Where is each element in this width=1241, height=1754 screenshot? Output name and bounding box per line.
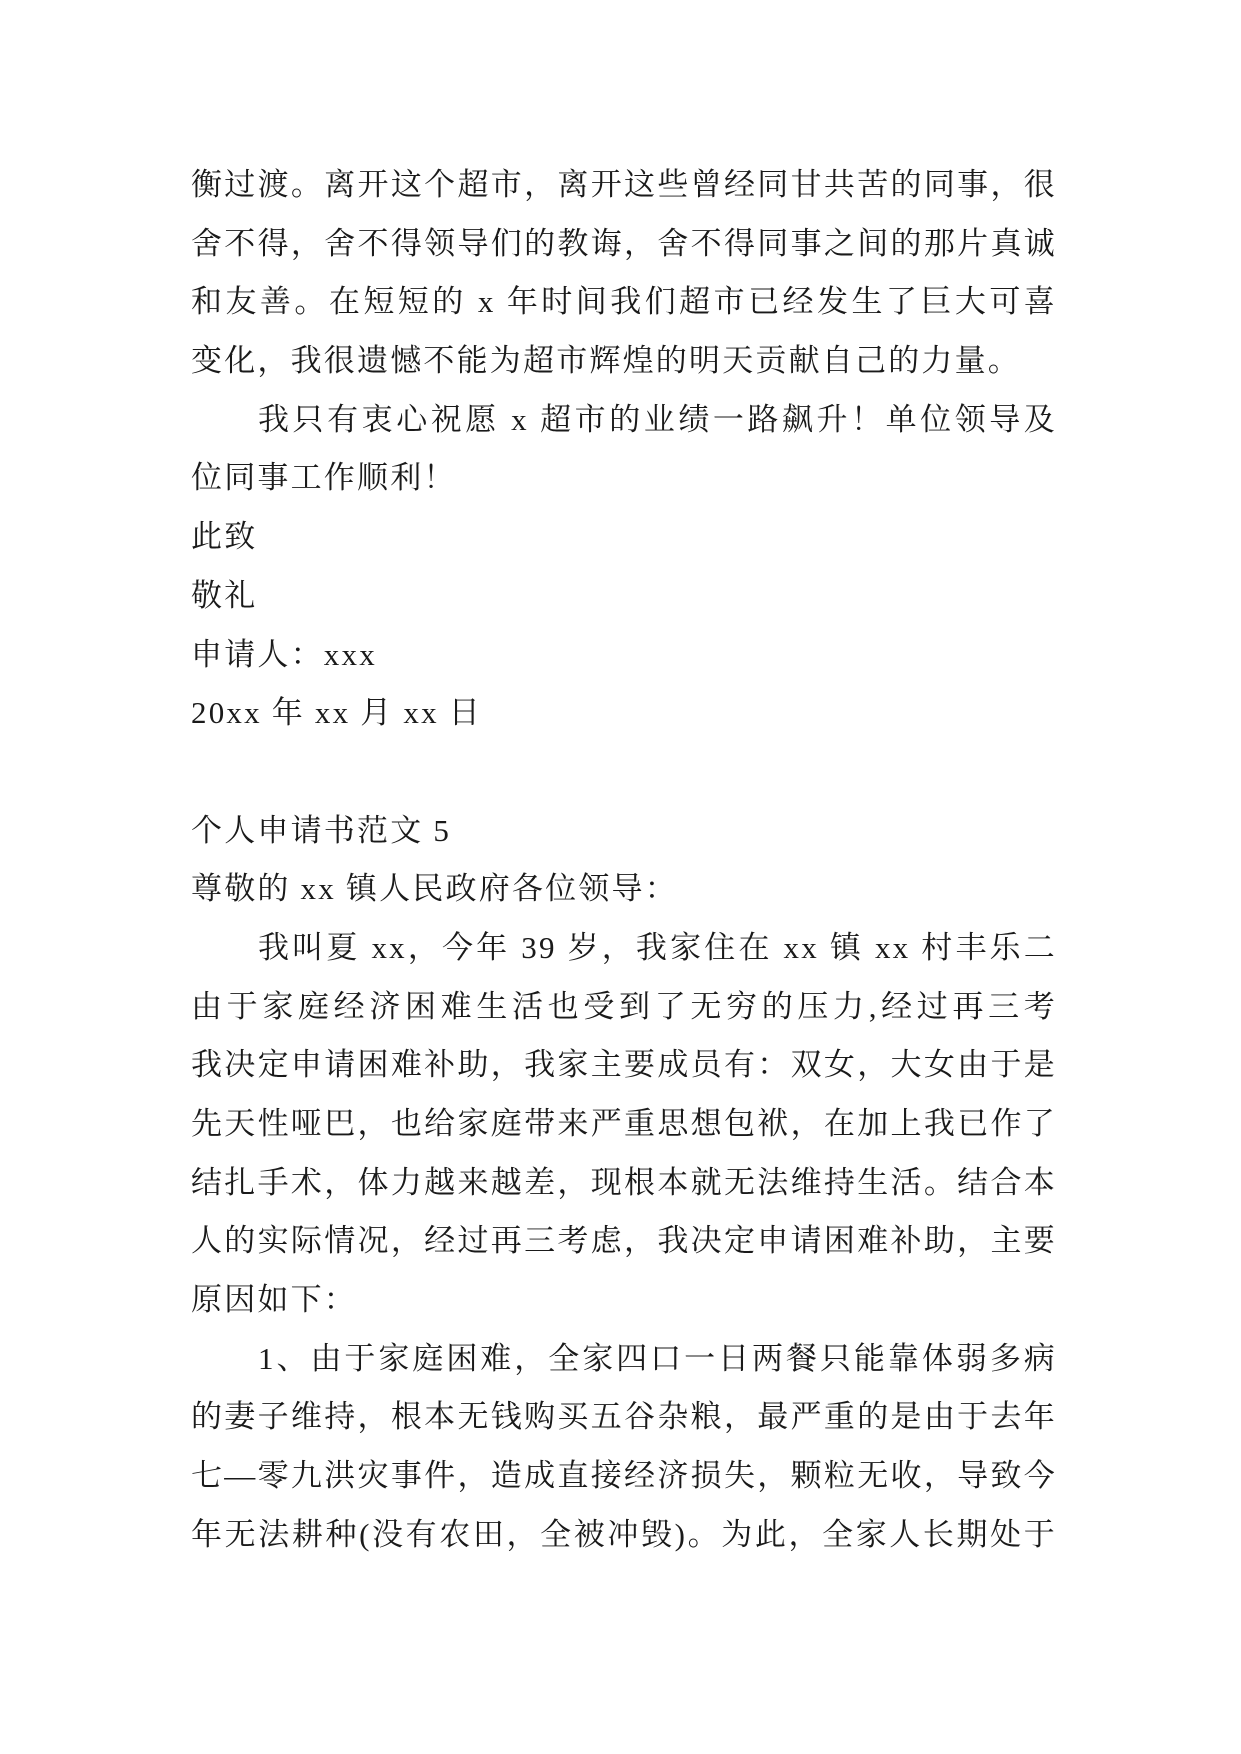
- blank-line: [191, 743, 1057, 802]
- letter-date: 20xx 年 xx 月 xx 日: [191, 695, 482, 731]
- paragraph-line: 我叫夏 xx，今年 39 岁，我家住在 xx 镇 xx 村丰乐二: [258, 929, 1057, 965]
- paragraph-line: 年无法耕种(没有农田，全被冲毁)。为此，全家人长期处于: [191, 1516, 1057, 1552]
- paragraph-line: 舍不得，舍不得领导们的教诲，舍不得同事之间的那片真诚: [191, 225, 1057, 261]
- paragraph-line: 我只有衷心祝愿 x 超市的业绩一路飙升！单位领导及: [258, 401, 1057, 437]
- paragraph-line: 和友善。在短短的 x 年时间我们超市已经发生了巨大可喜: [191, 284, 1057, 320]
- applicant-signature: 申请人：xxx: [191, 636, 377, 672]
- paragraph-line: 七—零九洪灾事件，造成直接经济损失，颗粒无收，导致今: [191, 1458, 1057, 1494]
- paragraph-line: 由于家庭经济困难生活也受到了无穷的压力,经过再三考: [191, 988, 1057, 1024]
- paragraph-line: 1、由于家庭困难，全家四口一日两餐只能靠体弱多病: [258, 1340, 1057, 1376]
- document-body: [191, 156, 1057, 1565]
- paragraph-line: 我决定申请困难补助，我家主要成员有：双女，大女由于是: [191, 1047, 1057, 1083]
- paragraph-line: 衡过渡。离开这个超市，离开这些曾经同甘共苦的同事，很: [191, 167, 1057, 202]
- section-title: 个人申请书范文 5: [191, 812, 452, 848]
- paragraph-line: 的妻子维持，根本无钱购买五谷杂粮，最严重的是由于去年: [191, 1399, 1057, 1435]
- paragraph-line: 结扎手术，体力越来越差，现根本就无法维持生活。结合本: [191, 1164, 1057, 1200]
- paragraph-line: 变化，我很遗憾不能为超市辉煌的明天贡献自己的力量。: [191, 343, 1021, 379]
- paragraph-line: 原因如下：: [191, 1282, 357, 1318]
- closing-phrase: 此致: [191, 519, 258, 555]
- paragraph-line: 位同事工作顺利！: [191, 460, 457, 496]
- paragraph-line: 人的实际情况，经过再三考虑，我决定申请困难补助，主要: [191, 1223, 1057, 1259]
- letter-salutation: 尊敬的 xx 镇人民政府各位领导：: [191, 871, 678, 907]
- paragraph-line: 先天性哑巴，也给家庭带来严重思想包袱，在加上我已作了: [191, 1106, 1057, 1141]
- closing-regards: 敬礼: [191, 577, 258, 613]
